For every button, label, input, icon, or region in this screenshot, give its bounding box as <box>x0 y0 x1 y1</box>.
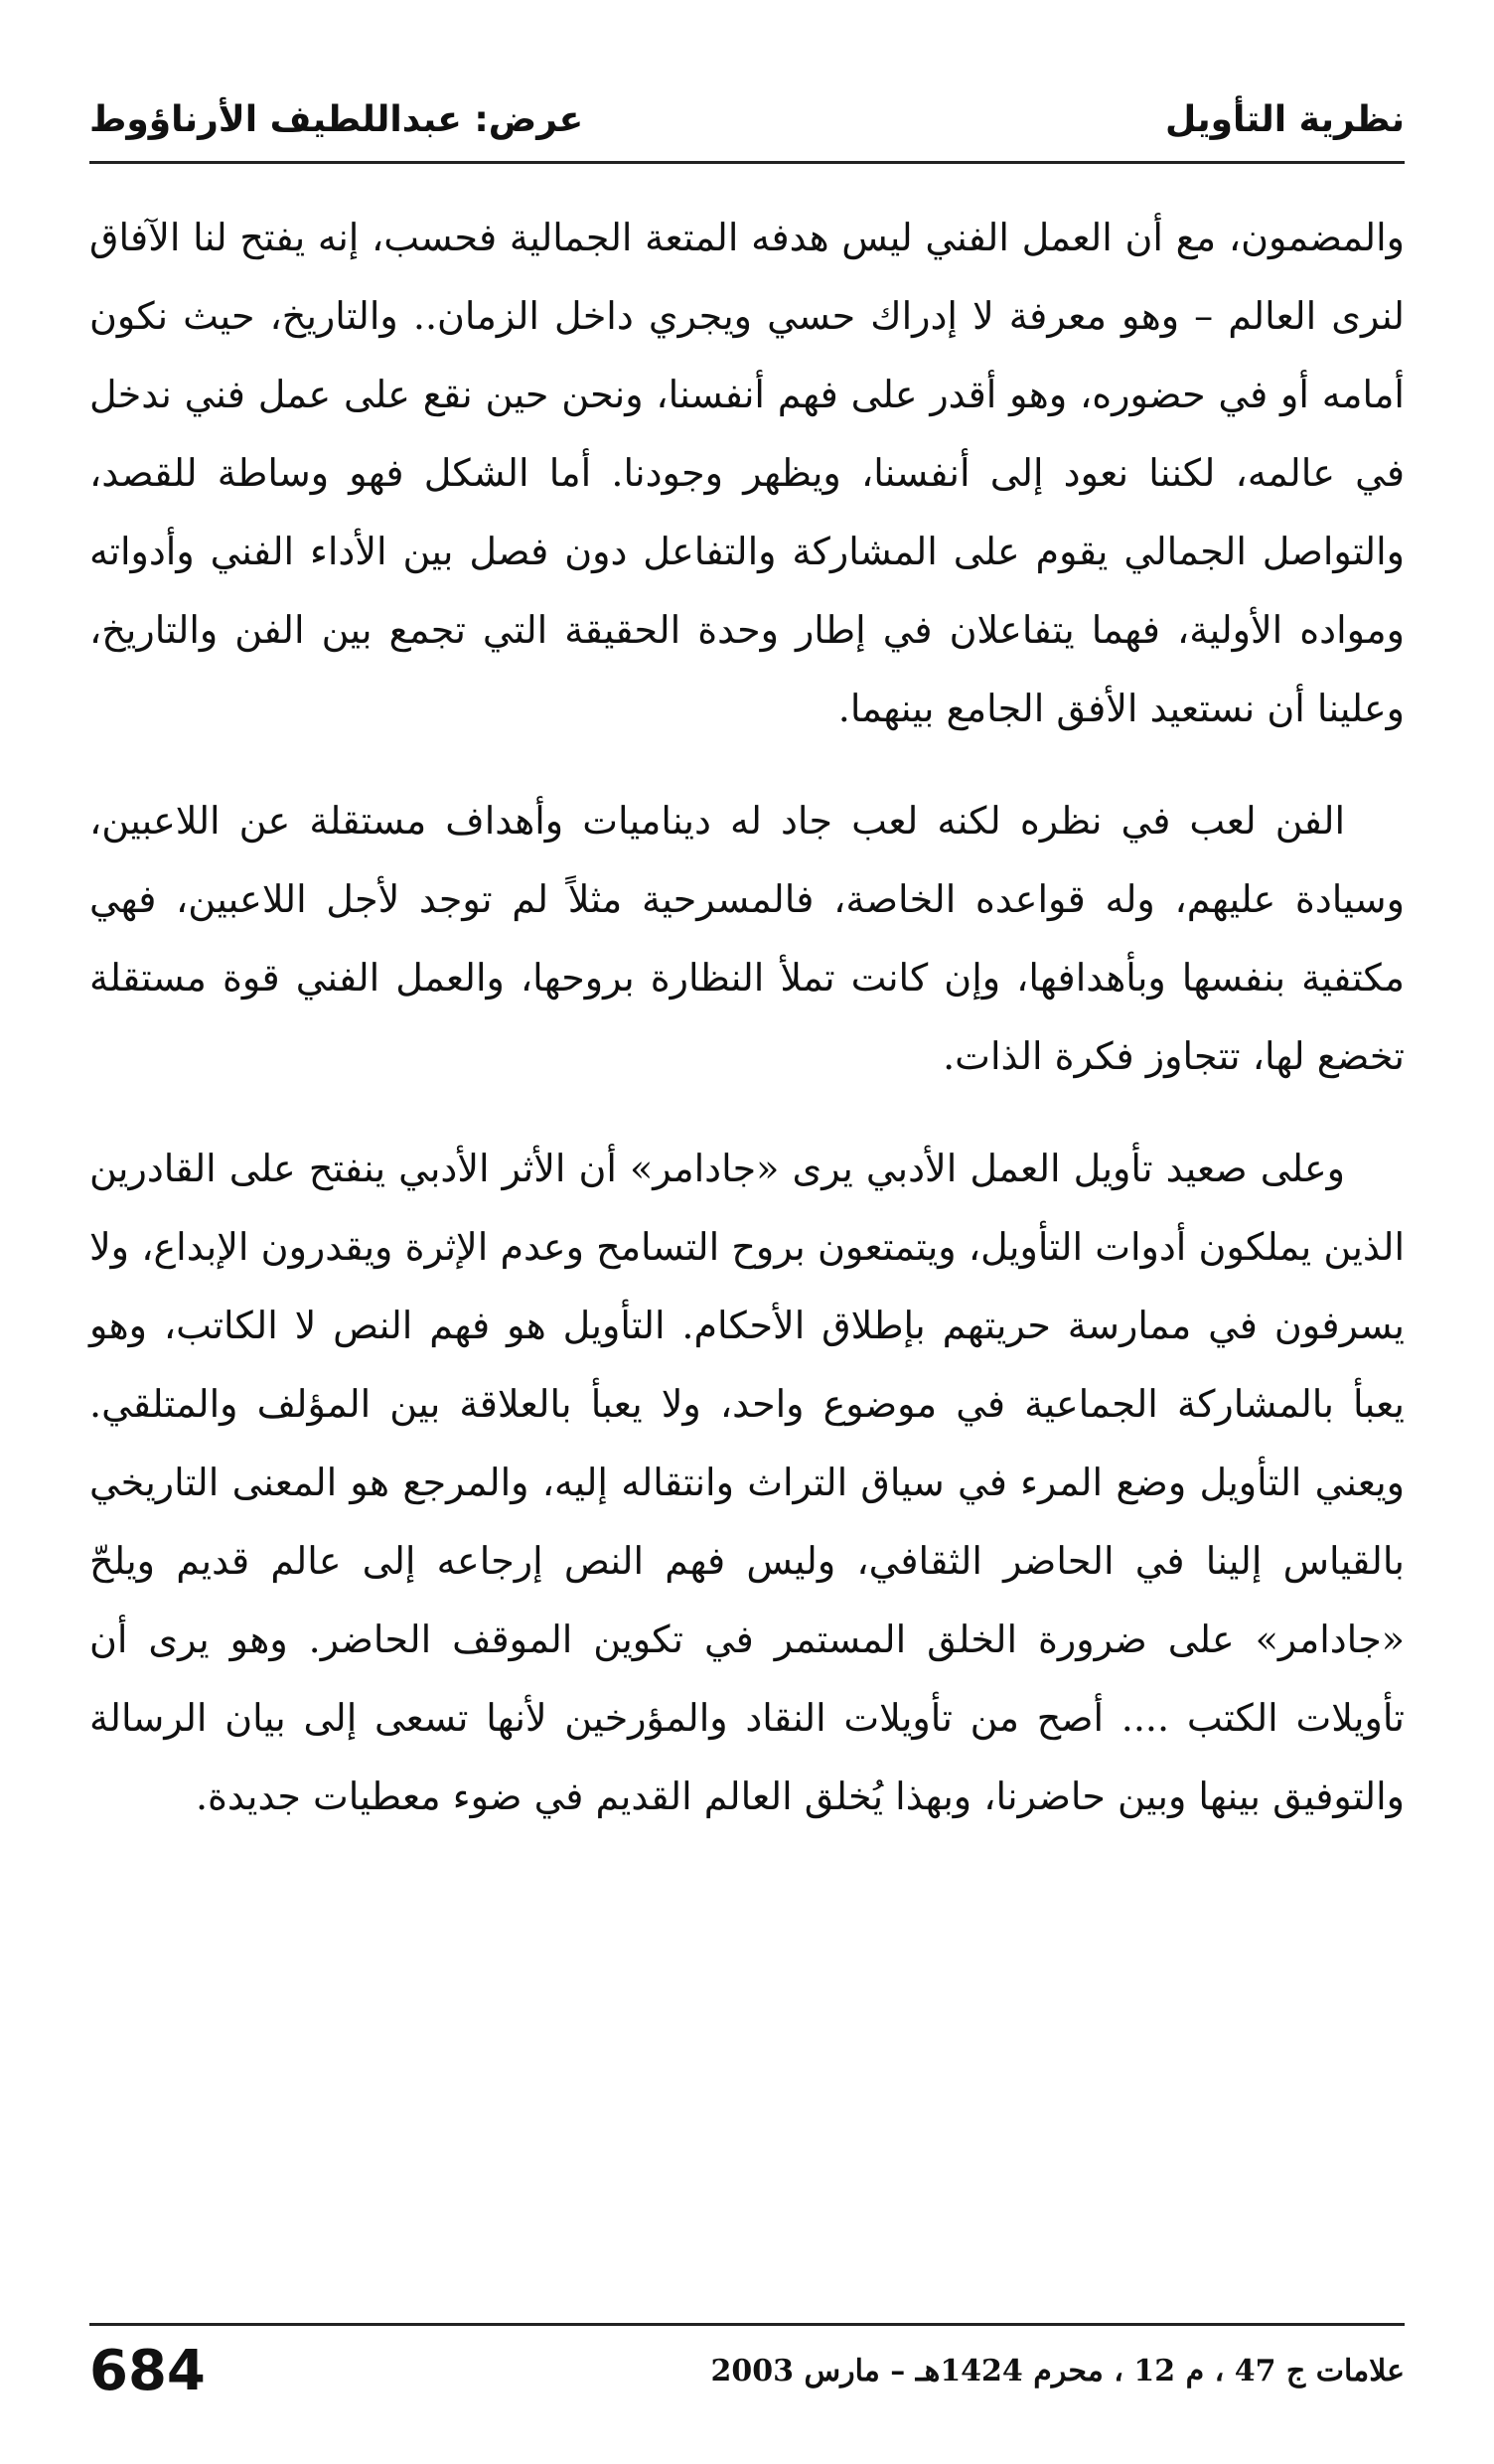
running-header <box>89 77 1405 164</box>
paragraph-1: والمضمون، مع أن العمل الفني ليس هدفه المتعة الجمالية فحسب، إنه يفتح لنا الآفاق لنرى العالم – وهو معرفة لا إدراك حسي ويجري داخل الزمان.. والتاريخ، حيث نكون أمامه أو في حضوره، وهو أقدر على فهم أنفسنا، ونحن حين نقع على عمل فني ندخل في عالمه، لكننا نعود إلى أنفسنا، ويظهر وجودنا. أما الشكل فهو وساطة للقصد، والتواصل الجمالي يقوم على المشاركة والتفاعل دون فصل بين الأداء الفني وأدواته ومواده الأولية، فهما يتفاعلان في إطار وحدة الحقيقة التي تجمع بين الفن والتاريخ، وعلينا أن نستعيد الأفق الجامع بينهما. <box>89 216 1405 730</box>
paragraph-2: الفن لعب في نظره لكنه لعب جاد له ديناميات وأهداف مستقلة عن اللاعبين، وسيادة عليهم، وله قواعده الخاصة، فالمسرحية مثلاً لم توجد لأجل اللاعبين، فهي مكتفية بنفسها وبأهدافها، وإن كانت تملأ النظارة بروحها، والعمل الفني قوة مستقلة تخضع لها، تتجاوز فكرة الذات. <box>89 799 1405 1078</box>
page-number: 684 <box>89 2338 206 2403</box>
page-footer <box>89 2323 1405 2415</box>
article-title: نظرية التأويل <box>1165 98 1405 140</box>
reviewer-credit: عرض: عبداللطيف الأرناؤوط <box>89 98 584 140</box>
paragraph-3: وعلى صعيد تأويل العمل الأدبي يرى «جادامر» أن الأثر الأدبي ينفتح على القادرين الذين يملكون أدوات التأويل، ويتمتعون بروح التسامح وعدم الإثرة ويقدرون الإبداع، ولا يسرفون في ممارسة حريتهم بإطلاق الأحكام. التأويل هو فهم النص لا الكاتب، وهو يعبأ بالمشاركة الجماعية في موضوع واحد، ولا يعبأ بالعلاقة بين المؤلف والمتلقي. ويعني التأويل وضع المرء في سياق التراث وانتقاله إليه، والمرجع هو المعنى التاريخي بالقياس إلينا في الحاضر الثقافي، وليس فهم النص إرجاعه إلى عالم قديم ويلحّ «جادامر» على ضرورة الخلق المستمر في تكوين الموقف الحاضر. وهو يرى أن تأويلات الكتب .... أصح من تأويلات النقاد والمؤرخين لأنها تسعى إلى بيان الرسالة والتوفيق بينها وبين حاضرنا، وبهذا يُخلق العالم القديم في ضوء معطيات جديدة. <box>89 1147 1405 1818</box>
article-body <box>89 199 1405 2295</box>
journal-citation: علامات ج 47 ، م 12 ، محرم 1424هـ – مارس 2003 <box>710 2353 1405 2388</box>
